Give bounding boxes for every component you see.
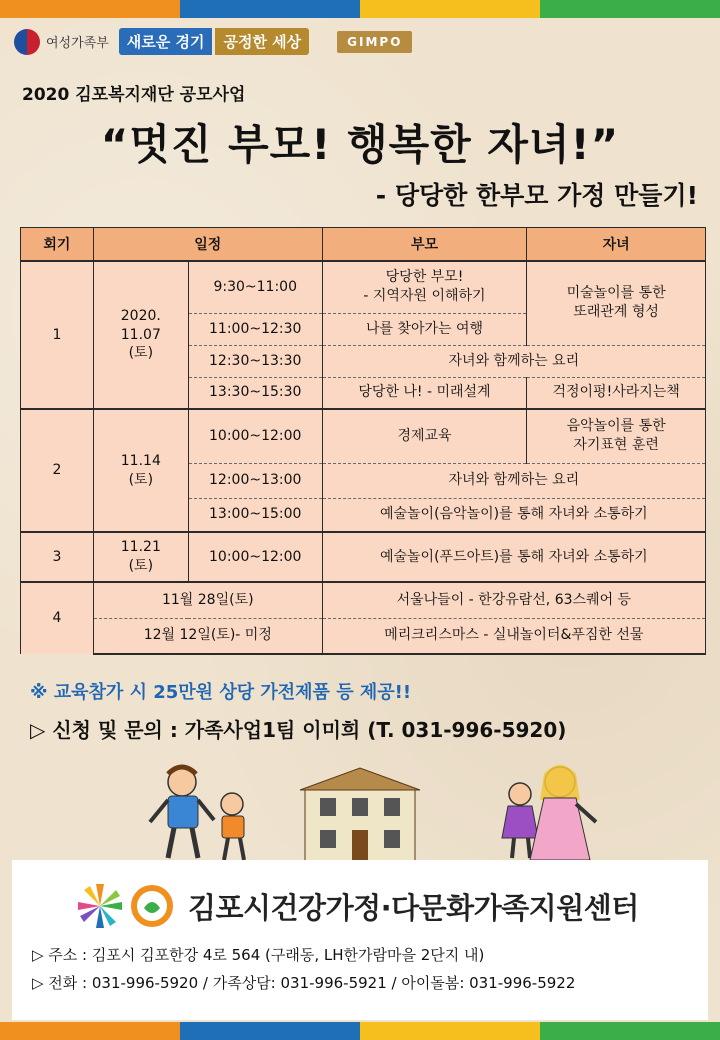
parent-cell: 나를 찾아가는 여행	[322, 313, 527, 345]
session-number: 2	[21, 409, 94, 532]
pinwheel-family-logo-icon	[74, 880, 178, 932]
header-child: 자녀	[527, 228, 706, 262]
slogan-part1: 새로운 경기	[119, 28, 213, 55]
center-address: ▷ 주소 : 김포시 김포한강 4로 564 (구래동, LH한가람마을 2단지 내)	[32, 946, 485, 964]
center-phone: ▷ 전화 : 031-996-5920 / 가족상담: 031-996-5921 / 아이돌봄: 031-996-5922	[32, 974, 576, 992]
table-row	[21, 582, 706, 618]
time-cell: 10:00~12:00	[188, 409, 322, 463]
contact-info: ▷ 신청 및 문의 : 가족사업1팀 이미희 (T. 031-996-5920)	[30, 718, 567, 742]
table-row	[21, 532, 706, 582]
time-cell: 11:00~12:30	[188, 313, 322, 345]
parent-cell: 당당한 부모! - 지역자원 이해하기	[322, 261, 527, 313]
joint-cell: 메리크리스마스 - 실내놀이터&푸짐한 선물	[322, 618, 705, 654]
joint-cell: 자녀와 함께하는 요리	[322, 345, 705, 377]
date-cell: 11월 28일(토)	[93, 582, 322, 618]
joint-cell: 예술놀이(푸드아트)를 통해 자녀와 소통하기	[322, 532, 705, 582]
top-color-stripe	[0, 0, 720, 18]
child-cell: 걱정이펑!사라지는책	[527, 377, 706, 409]
bottom-color-stripe	[0, 1022, 720, 1040]
family-house-illustration	[0, 760, 720, 865]
session-date: 2020. 11.07 (토)	[93, 261, 188, 409]
header-parent: 부모	[322, 228, 527, 262]
benefit-notice: ※ 교육참가 시 25만원 상당 가전제품 등 제공!!	[30, 682, 412, 703]
time-cell: 9:30~11:00	[188, 261, 322, 313]
father-figure-icon	[150, 767, 214, 858]
table-row	[21, 261, 706, 313]
center-info-box	[12, 860, 708, 1020]
gyeonggi-slogan-logo	[119, 28, 309, 55]
time-cell: 12:00~13:00	[188, 463, 322, 498]
time-cell: 12:30~13:30	[188, 345, 322, 377]
date-cell: 12월 12일(토)- 미정	[93, 618, 322, 654]
center-name: 김포시건강가정·다문화가족지원센터	[188, 890, 639, 925]
joint-cell: 예술놀이(음악놀이)를 통해 자녀와 소통하기	[322, 498, 705, 532]
time-cell: 10:00~12:00	[188, 532, 322, 582]
session-number: 3	[21, 532, 94, 582]
joint-cell: 자녀와 함께하는 요리	[322, 463, 705, 498]
program-subtitle: 2020 김포복지재단 공모사업	[22, 85, 246, 105]
session-number: 1	[21, 261, 94, 409]
child-cell: 음악놀이를 통한 자기표현 훈련	[527, 409, 706, 463]
table-header-row	[21, 228, 706, 262]
taegeuk-emblem-icon	[14, 29, 40, 55]
parent-cell: 경제교육	[322, 409, 527, 463]
son-figure-icon	[221, 793, 244, 860]
time-cell: 13:30~15:30	[188, 377, 322, 409]
joint-cell: 서울나들이 - 한강유람선, 63스퀘어 등	[322, 582, 705, 618]
main-title: “멋진 부모! 행복한 자녀!”	[100, 120, 620, 169]
gimpo-city-logo: GIMPO	[337, 31, 412, 53]
parent-cell: 당당한 나! - 미래설계	[322, 377, 527, 409]
session-date: 11.14 (토)	[93, 409, 188, 532]
ministry-name: 여성가족부	[46, 36, 109, 51]
tagline: - 당당한 한부모 가정 만들기!	[375, 181, 698, 210]
ministry-logo	[14, 29, 109, 55]
time-cell: 13:00~15:00	[188, 498, 322, 532]
table-row	[21, 409, 706, 463]
header-schedule: 일정	[93, 228, 322, 262]
session-date: 11.21 (토)	[93, 532, 188, 582]
mother-figure-icon	[530, 765, 596, 860]
child-cell: 미술놀이를 통한 또래관계 형성	[527, 261, 706, 345]
header-session: 회기	[21, 228, 94, 262]
table-row	[21, 618, 706, 654]
header-logos	[14, 28, 412, 55]
house-icon	[300, 768, 420, 865]
slogan-part2: 공정한 세상	[215, 28, 309, 55]
session-number: 4	[21, 582, 94, 654]
schedule-table	[20, 227, 706, 655]
center-logo	[74, 880, 639, 932]
